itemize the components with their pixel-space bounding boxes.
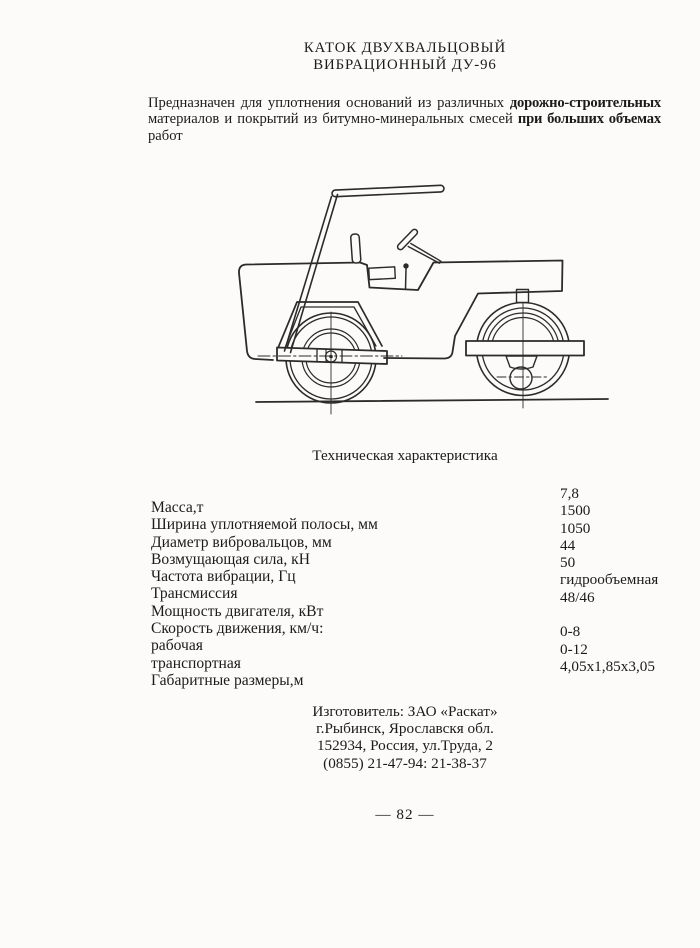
title-line-1: КАТОК ДВУХВАЛЬЦОВЫЙ — [303, 40, 507, 56]
spec-label: Возмущающая сила, кН — [151, 550, 310, 568]
manufacturer-line: 152934, Россия, ул.Труда, 2 — [316, 737, 494, 755]
description-paragraph — [148, 95, 661, 144]
spec-value-blank — [560, 606, 695, 623]
spec-label: Масса,т — [151, 499, 204, 516]
spec-label: Габаритные размеры,м — [151, 671, 304, 689]
spec-label: Частота вибрации, Гц — [151, 568, 296, 586]
manufacturer-line: (0855) 21-47-94: 21-38-37 — [323, 754, 487, 772]
steering-wheel — [396, 228, 441, 263]
spec-value: 48/46 — [560, 588, 595, 606]
bold-phrase-large-volumes: при больших объемах — [517, 111, 661, 128]
spec-label: Трансмиссия — [151, 585, 238, 603]
manufacturer-block — [150, 703, 660, 772]
roller-machine-drawing — [185, 180, 615, 420]
spec-label: Мощность двигателя, кВт — [151, 602, 324, 620]
seat-console — [369, 267, 396, 280]
document-title — [150, 40, 660, 73]
spec-value: 4,05х1,85х3,05 — [560, 657, 655, 675]
description-line-2: материалов и покрытий из битумно-минеральных смесей при больших объемах — [148, 111, 661, 128]
spec-value: 0-12 — [560, 640, 588, 658]
spec-value: 44 — [560, 536, 576, 554]
description-line-1: Предназначен для уплотнения оснований из различных дорожно-строительных — [148, 95, 661, 111]
title-line-2: ВИБРАЦИОННЫЙ ДУ-96 — [313, 56, 497, 73]
section-title: Техническая характеристика — [312, 447, 498, 464]
spec-label: рабочая — [151, 637, 203, 655]
bold-phrase-road-building: дорожно-строительных — [509, 95, 661, 111]
spec-label: Диаметр вибровальцов, мм — [151, 533, 332, 551]
spec-label: Скорость движения, км/ч: — [151, 620, 324, 638]
page-number: — 82 — — [375, 806, 435, 823]
seat-back — [350, 234, 361, 264]
description-line-3: работ — [148, 127, 183, 144]
spec-value-column — [560, 485, 695, 675]
manufacturer-line: г.Рыбинск, Ярославскя обл. — [316, 720, 494, 738]
rear-drum-inner-circle — [510, 367, 532, 389]
spec-value: 0-8 — [560, 623, 581, 641]
ground-line — [256, 399, 608, 402]
manufacturer-line: Изготовитель: ЗАО «Раскат» — [312, 703, 498, 720]
spec-label: Ширина уплотняемой полосы, мм — [151, 516, 378, 534]
spec-label-column — [151, 499, 481, 689]
spec-value: 50 — [560, 554, 576, 572]
spec-value: гидрообъемная — [560, 571, 659, 589]
control-lever — [403, 263, 408, 289]
spec-value: 1050 — [560, 519, 591, 537]
canopy-beam — [332, 185, 444, 197]
spec-label: транспортная — [151, 654, 241, 672]
spec-value: 7,8 — [560, 485, 579, 502]
spec-value: 1500 — [560, 502, 591, 520]
